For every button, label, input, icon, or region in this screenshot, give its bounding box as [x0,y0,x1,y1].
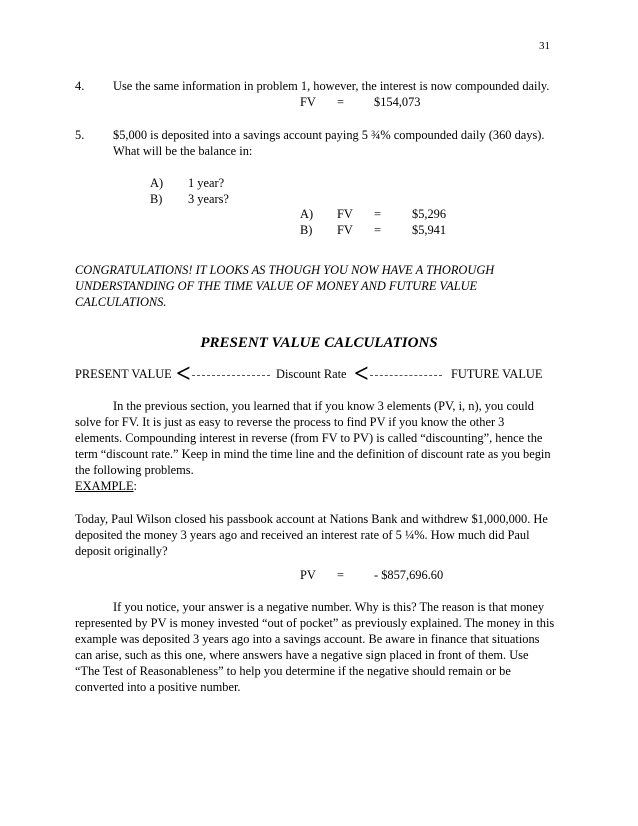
congrats-line-3: CALCULATIONS. [75,295,167,309]
answer-b-value: $5,941 [412,223,447,237]
section-heading: PRESENT VALUE CALCULATIONS [200,335,438,351]
intro-line-1: In the previous section, you learned that if you know 3 elements (PV, i, n), you could [113,399,534,413]
congrats-line-1: CONGRATULATIONS! IT LOOKS AS THOUGH YOU NOW HAVE A THOROUGH [75,263,495,277]
problem-4-number: 4. [75,79,85,93]
example-label: EXAMPLE [75,479,134,493]
problem-5-number: 5. [75,128,85,142]
option-text-a: 1 year? [188,176,225,190]
answer-b-eq: = [374,223,381,237]
example-answer-eq: = [337,568,344,582]
example-line-3: deposit originally? [75,544,168,558]
problem-5-line-2: What will be the balance in: [113,144,253,158]
closing-line-4: can arise, such as this one, where answers have a negative sign placed in front of them. Use [75,648,529,662]
answer-a-label: FV [337,207,353,221]
option-letter-b: B) [150,192,163,206]
problem-5-line-1: $5,000 is deposited into a savings account paying 5 ¾% compounded daily (360 days). [113,128,545,142]
problem-4-answer-eq: = [337,95,344,109]
example-answer-value: - $857,696.60 [374,568,444,582]
congrats-line-2: UNDERSTANDING OF THE TIME VALUE OF MONEY AND FUTURE VALUE [75,279,478,293]
intro-line-4: term “discount rate.” Keep in mind the time line and the definition of discount rate as you begin [75,447,551,461]
answer-a-value: $5,296 [412,207,447,221]
closing-line-6: converted into a positive number. [75,680,241,694]
answer-b-label: FV [337,223,353,237]
closing-line-1: If you notice, your answer is a negative number. Why is this? The reason is that money [113,600,545,614]
arrow-left-icon: < [176,359,191,388]
arrow-left-icon: < [354,359,369,388]
answer-a-eq: = [374,207,381,221]
example-line-2: deposited the money 3 years ago and received an interest rate of 5 ¼%. How much did Paul [75,528,530,542]
timeline-future-value: FUTURE VALUE [451,367,543,381]
timeline-dashed-line [192,375,270,376]
answer-a-letter: A) [300,207,314,221]
page-number: 31 [539,40,550,52]
timeline-discount-rate: Discount Rate [276,367,347,381]
option-letter-a: A) [150,176,164,190]
problem-4-answer-label: FV [300,95,316,109]
timeline-dashed-line [370,375,442,376]
example-colon: : [133,479,137,493]
intro-line-3: elements. Compounding interest in reverse (from FV to PV) is called “discounting”, hence the [75,431,543,445]
intro-line-5: the following problems. [75,463,194,477]
closing-line-5: “The Test of Reasonableness” to help you determine if the negative should remain or be [75,664,511,678]
timeline-present-value: PRESENT VALUE [75,367,172,381]
problem-4-text: Use the same information in problem 1, however, the interest is now compounded daily. [113,79,550,93]
problem-4-answer-value: $154,073 [374,95,421,109]
example-line-1: Today, Paul Wilson closed his passbook account at Nations Bank and withdrew $1,000,000. He [75,512,548,526]
example-answer-label: PV [300,568,316,582]
option-text-b: 3 years? [188,192,229,206]
answer-b-letter: B) [300,223,313,237]
closing-line-3: example was deposited 3 years ago into a savings account. Be aware in finance that situations [75,632,540,646]
example-heading [75,479,137,494]
intro-line-2: solve for FV. It is just as easy to reverse the process to find PV if you know the other 3 [75,415,505,429]
closing-line-2: represented by PV is money invested “out of pocket” as previously explained. The money in this [75,616,555,630]
